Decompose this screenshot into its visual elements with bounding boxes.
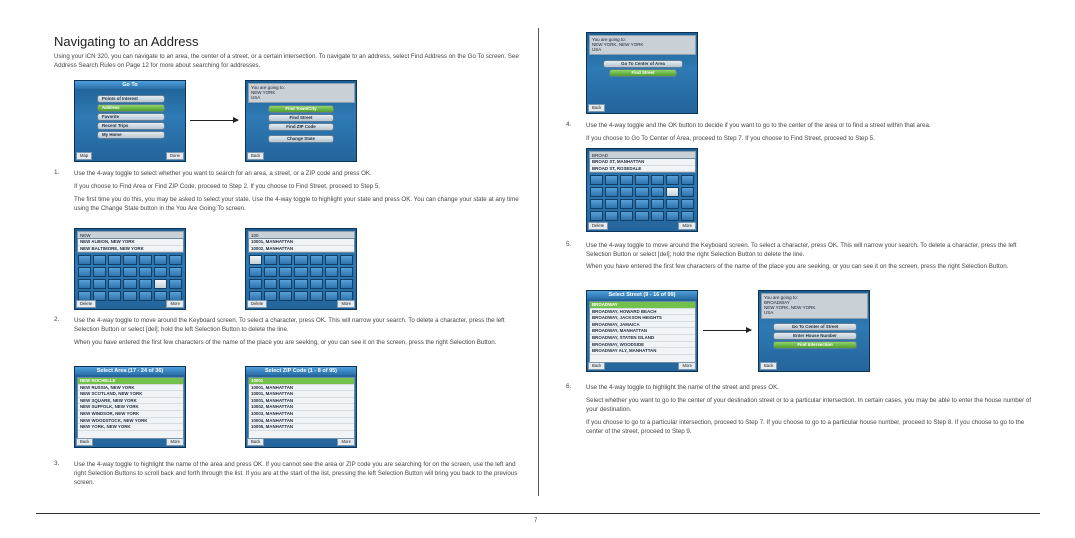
find-intersection-button[interactable]: Find Intersection	[773, 341, 857, 349]
delete-button[interactable]: Delete	[76, 300, 96, 308]
key[interactable]	[93, 267, 106, 277]
step-2-text	[74, 316, 526, 347]
go-to-center-area-button[interactable]: Go To Center of Area	[603, 60, 683, 68]
key[interactable]	[620, 199, 633, 209]
step-number: 2.	[54, 316, 60, 323]
key[interactable]	[294, 291, 307, 301]
key[interactable]	[681, 199, 694, 209]
key[interactable]	[279, 279, 292, 289]
list-item[interactable]: BROADWAY ALY, MANHATTAN	[590, 348, 695, 355]
street-list	[589, 301, 696, 363]
list-item[interactable]: NEW ROCHELLE	[78, 378, 183, 385]
destination-line: USA	[764, 310, 774, 315]
goto-screen	[74, 80, 186, 162]
change-state-button[interactable]: Change State	[268, 135, 334, 143]
goto-item-favorite[interactable]: Favorite	[97, 113, 165, 121]
key[interactable]	[635, 211, 648, 221]
more-button[interactable]: More	[337, 300, 355, 308]
intro-paragraph: Using your iCN 320, you can navigate to an area, the center of a street, or a certain intersection. To navigate to an address, select Find Address on the Go To screen. See Address Search Rules on Page 12 for more about searching for addresses.	[54, 53, 519, 69]
match-row[interactable]: BROAD ST, ROSEDALE	[590, 166, 695, 173]
column-divider	[538, 28, 539, 496]
list-item[interactable]: BROADWAY, STATEN ISLAND	[590, 335, 695, 342]
back-button[interactable]: Back	[247, 152, 264, 160]
key[interactable]	[605, 175, 618, 185]
keyboard-zip-screen	[245, 228, 357, 310]
back-button[interactable]: Back	[76, 438, 93, 446]
key[interactable]	[681, 175, 694, 185]
match-list	[77, 238, 184, 253]
list-item[interactable]: BROADWAY, WOODSIDE	[590, 342, 695, 349]
key[interactable]	[340, 255, 353, 265]
goto-item-recent[interactable]: Recent Trips	[97, 122, 165, 130]
key[interactable]	[666, 175, 679, 185]
key[interactable]	[78, 279, 91, 289]
step-4-text	[586, 121, 1041, 143]
key[interactable]	[325, 267, 338, 277]
key[interactable]	[590, 211, 603, 221]
back-button[interactable]: Back	[588, 104, 605, 112]
key[interactable]	[635, 199, 648, 209]
destination-label: You are going to:	[764, 295, 798, 300]
more-button[interactable]: More	[166, 438, 184, 446]
find-town-city-button[interactable]: Find Town/City	[268, 105, 334, 113]
match-row[interactable]: NEW ALBION, NEW YORK	[78, 239, 183, 246]
keyboard-input[interactable]: BROAD	[589, 151, 696, 159]
find-street-button[interactable]: Find Street	[268, 114, 334, 122]
keyboard-street-screen	[586, 148, 698, 232]
more-button[interactable]: More	[678, 362, 696, 370]
key[interactable]	[154, 279, 167, 289]
keyboard-grid	[590, 175, 694, 221]
key[interactable]	[590, 199, 603, 209]
match-row[interactable]: BROAD ST, MANHATTAN	[590, 159, 695, 166]
key[interactable]	[310, 267, 323, 277]
step-line: When you have entered the first few characters of the name of the place you are seeking, or you can see it on the screen, press the right Selection Button.	[74, 339, 497, 346]
step-line: Use the 4-way toggle to move around the Keyboard screen. To select a character, press OK. This will narrow your search. To delete a character, press the left Selection Button or select [del]; hold the right Selection Button to delete the line.	[586, 242, 1017, 258]
destination-line: USA	[592, 47, 602, 52]
key[interactable]	[249, 255, 262, 265]
delete-button[interactable]: Delete	[247, 300, 267, 308]
list-item[interactable]: 10002, MANHATTAN	[249, 404, 354, 411]
step-line: If you choose to Find Area or Find ZIP Code, proceed to Step 2. If you choose to Find Street, proceed to Step 5.	[74, 183, 381, 190]
key[interactable]	[620, 187, 633, 197]
select-zip-header: Select ZIP Code (1 - 8 of 95)	[246, 367, 356, 375]
key[interactable]	[605, 187, 618, 197]
key[interactable]	[635, 187, 648, 197]
list-item[interactable]: NEW SCOTLAND, NEW YORK	[78, 391, 183, 398]
step-line: When you have entered the first few characters of the name of the place you are seeking, or you can see it on the screen, press the right Selection Button.	[586, 263, 1009, 270]
step-6-text	[586, 383, 1041, 436]
destination-box	[248, 83, 355, 103]
key[interactable]	[154, 267, 167, 277]
destination-line: NEW YORK	[251, 90, 276, 95]
destination-line: BROADWAY	[764, 300, 790, 305]
destination-line: NEW YORK, NEW YORK	[592, 42, 644, 47]
key[interactable]	[169, 255, 182, 265]
step-number: 3.	[54, 460, 60, 467]
back-button[interactable]: Back	[247, 438, 264, 446]
key[interactable]	[264, 279, 277, 289]
zip-list	[248, 377, 355, 439]
list-item[interactable]: 10001, MANHATTAN	[249, 398, 354, 405]
list-item[interactable]: BROADWAY, MANHATTAN	[590, 328, 695, 335]
key[interactable]	[78, 255, 91, 265]
key[interactable]	[93, 279, 106, 289]
more-button[interactable]: More	[678, 222, 696, 230]
key[interactable]	[620, 175, 633, 185]
key[interactable]	[590, 175, 603, 185]
key[interactable]	[249, 267, 262, 277]
goto-item-home[interactable]: My Home	[97, 131, 165, 139]
key[interactable]	[154, 291, 167, 301]
key[interactable]	[635, 175, 648, 185]
list-item[interactable]: 10003, MANHATTAN	[249, 411, 354, 418]
step-number: 4.	[566, 121, 572, 128]
key[interactable]	[605, 199, 618, 209]
list-item[interactable]: BROADWAY, JACKSON HEIGHTS	[590, 315, 695, 322]
list-item[interactable]: 10001	[249, 378, 354, 385]
key[interactable]	[108, 279, 121, 289]
keyboard-area-screen	[74, 228, 186, 310]
step-line: If you choose to go to a particular intersection, proceed to Step 7. If you choose to go to a particular house number, proceed to Step 8. If you choose to go to the center of the street, proceed to Step 9.	[586, 419, 1025, 435]
key[interactable]	[123, 279, 136, 289]
key[interactable]	[666, 199, 679, 209]
step-1-text	[74, 169, 526, 213]
key[interactable]	[605, 211, 618, 221]
key[interactable]	[108, 255, 121, 265]
key[interactable]	[123, 291, 136, 301]
key[interactable]	[123, 267, 136, 277]
key[interactable]	[666, 187, 679, 197]
key[interactable]	[681, 211, 694, 221]
step-line: Use the 4-way toggle and the OK button to decide if you want to go to the center of the area or to find a street within that area.	[586, 122, 931, 129]
key[interactable]	[294, 279, 307, 289]
more-button[interactable]: More	[166, 300, 184, 308]
key[interactable]	[651, 175, 664, 185]
step-line: Use the 4-way toggle to select whether you want to search for an area, a street, or a ZIP code and press OK.	[74, 170, 372, 177]
key[interactable]	[139, 291, 152, 301]
match-list	[248, 238, 355, 253]
key[interactable]	[294, 255, 307, 265]
select-street-header: Select Street (9 - 16 of 99)	[587, 291, 697, 299]
going-to-screen-3	[758, 290, 870, 372]
key[interactable]	[139, 267, 152, 277]
destination-box	[589, 35, 696, 55]
goto-item-poi[interactable]: Points of Interest	[97, 95, 165, 103]
key[interactable]	[651, 199, 664, 209]
goto-map-button[interactable]: Map	[76, 152, 92, 160]
match-row[interactable]: 10001, MANHATTAN	[249, 239, 354, 246]
keyboard-grid	[249, 255, 353, 301]
key[interactable]	[78, 267, 91, 277]
key[interactable]	[340, 267, 353, 277]
key[interactable]	[279, 255, 292, 265]
key[interactable]	[325, 279, 338, 289]
list-item[interactable]: NEW YORK, NEW YORK	[78, 424, 183, 431]
page-title: Navigating to an Address	[54, 34, 199, 49]
list-item[interactable]: BROADWAY, HOWARD BEACH	[590, 309, 695, 316]
list-item[interactable]: NEW WINDSOR, NEW YORK	[78, 411, 183, 418]
key[interactable]	[108, 267, 121, 277]
list-item[interactable]: NEW SUFFOLK, NEW YORK	[78, 404, 183, 411]
go-to-center-street-button[interactable]: Go To Center of Street	[773, 323, 857, 331]
keyboard-grid	[78, 255, 182, 301]
key[interactable]	[310, 291, 323, 301]
going-to-screen-2	[586, 32, 698, 114]
keyboard-input[interactable]: 100	[248, 231, 355, 239]
step-number: 1.	[54, 169, 60, 176]
key[interactable]	[169, 267, 182, 277]
keyboard-input[interactable]: NEW	[77, 231, 184, 239]
match-row[interactable]: NEW BALTIMORE, NEW YORK	[78, 246, 183, 253]
match-row[interactable]: 10002, MANHATTAN	[249, 246, 354, 253]
select-street-screen	[586, 290, 698, 372]
find-zip-button[interactable]: Find ZIP Code	[268, 123, 334, 131]
select-area-screen	[74, 366, 186, 448]
destination-box	[761, 293, 868, 319]
key[interactable]	[325, 291, 338, 301]
list-item[interactable]: 10004, MANHATTAN	[249, 418, 354, 425]
delete-button[interactable]: Delete	[588, 222, 608, 230]
goto-header: Go To	[75, 81, 185, 89]
key[interactable]	[264, 267, 277, 277]
destination-label: You are going to:	[251, 85, 285, 90]
list-item[interactable]: 10001, MANHATTAN	[249, 385, 354, 392]
step-number: 6.	[566, 383, 572, 390]
select-area-header: Select Area (17 - 24 of 36)	[75, 367, 185, 375]
step-3-text: Use the 4-way toggle to highlight the name of the area and press OK. If you cannot see the area or ZIP code you are searching for on the screen, use the left and right Selection Buttons to scroll back and forth through the list. If you are at the start of the list, pressing the left Selection Button will bring you back to the previous screen.	[74, 461, 518, 486]
key[interactable]	[294, 267, 307, 277]
step-line: The first time you do this, you may be asked to select your state. Use the 4-way toggle to highlight your state and press OK. You can change your state at any time using the Change State button in the You Are Going To screen.	[74, 196, 519, 212]
destination-line: USA	[251, 95, 261, 100]
key[interactable]	[264, 255, 277, 265]
step-5-text	[586, 241, 1041, 271]
step-line: If you choose to Go To Center of Area, proceed to Step 7. If you choose to Find Street, proceed to Step 5.	[586, 135, 875, 142]
list-item[interactable]: 10001, MANHATTAN	[249, 391, 354, 398]
key[interactable]	[279, 291, 292, 301]
key[interactable]	[169, 279, 182, 289]
page-number: 7	[534, 518, 538, 524]
key[interactable]	[310, 279, 323, 289]
list-item[interactable]: NEW SQUARE, NEW YORK	[78, 398, 183, 405]
key[interactable]	[310, 255, 323, 265]
key[interactable]	[139, 255, 152, 265]
list-item[interactable]: BROADWAY	[590, 302, 695, 309]
more-button[interactable]: More	[337, 438, 355, 446]
key[interactable]	[651, 211, 664, 221]
footer-rule	[36, 513, 1040, 514]
key[interactable]	[651, 187, 664, 197]
key[interactable]	[325, 255, 338, 265]
going-to-screen-1	[245, 80, 357, 162]
list-item[interactable]: BROADWAY, JAMAICA	[590, 322, 695, 329]
step-line: Use the 4-way toggle to move around the Keyboard screen. To select a character, press OK. This will narrow your search. To delete a character, press the left Selection Button or select [del]; hold the left Selection Button to delete the line.	[74, 317, 505, 333]
goto-item-address[interactable]: Address	[97, 104, 165, 112]
match-list	[589, 158, 696, 173]
key[interactable]	[620, 211, 633, 221]
destination-line: NEW YORK, NEW YORK	[764, 305, 816, 310]
key[interactable]	[249, 279, 262, 289]
key[interactable]	[139, 279, 152, 289]
list-item[interactable]: NEW RUSSIA, NEW YORK	[78, 385, 183, 392]
key[interactable]	[681, 187, 694, 197]
flow-arrow	[190, 120, 238, 121]
step-line: Select whether you want to go to the center of your destination street or to a particular intersection. In certain cases, you may be able to enter the house number of your destination.	[586, 397, 1032, 413]
goto-done-button[interactable]: Done	[166, 152, 184, 160]
step-number: 5.	[566, 241, 572, 248]
list-item[interactable]: NEW WOODSTOCK, NEW YORK	[78, 418, 183, 425]
find-street-button[interactable]: Find Street	[609, 69, 677, 77]
back-button[interactable]: Back	[760, 362, 777, 370]
key[interactable]	[340, 279, 353, 289]
select-zip-screen	[245, 366, 357, 448]
enter-house-number-button[interactable]: Enter House Number	[773, 332, 857, 340]
key[interactable]	[279, 267, 292, 277]
key[interactable]	[93, 255, 106, 265]
list-item[interactable]: 10005, MANHATTAN	[249, 424, 354, 431]
back-button[interactable]: Back	[588, 362, 605, 370]
destination-label: You are going to:	[592, 37, 626, 42]
key[interactable]	[123, 255, 136, 265]
key[interactable]	[154, 255, 167, 265]
area-list	[77, 377, 184, 439]
key[interactable]	[666, 211, 679, 221]
flow-arrow	[703, 330, 751, 331]
key[interactable]	[108, 291, 121, 301]
step-line: Use the 4-way toggle to highlight the name of the street and press OK.	[586, 384, 779, 391]
key[interactable]	[590, 187, 603, 197]
